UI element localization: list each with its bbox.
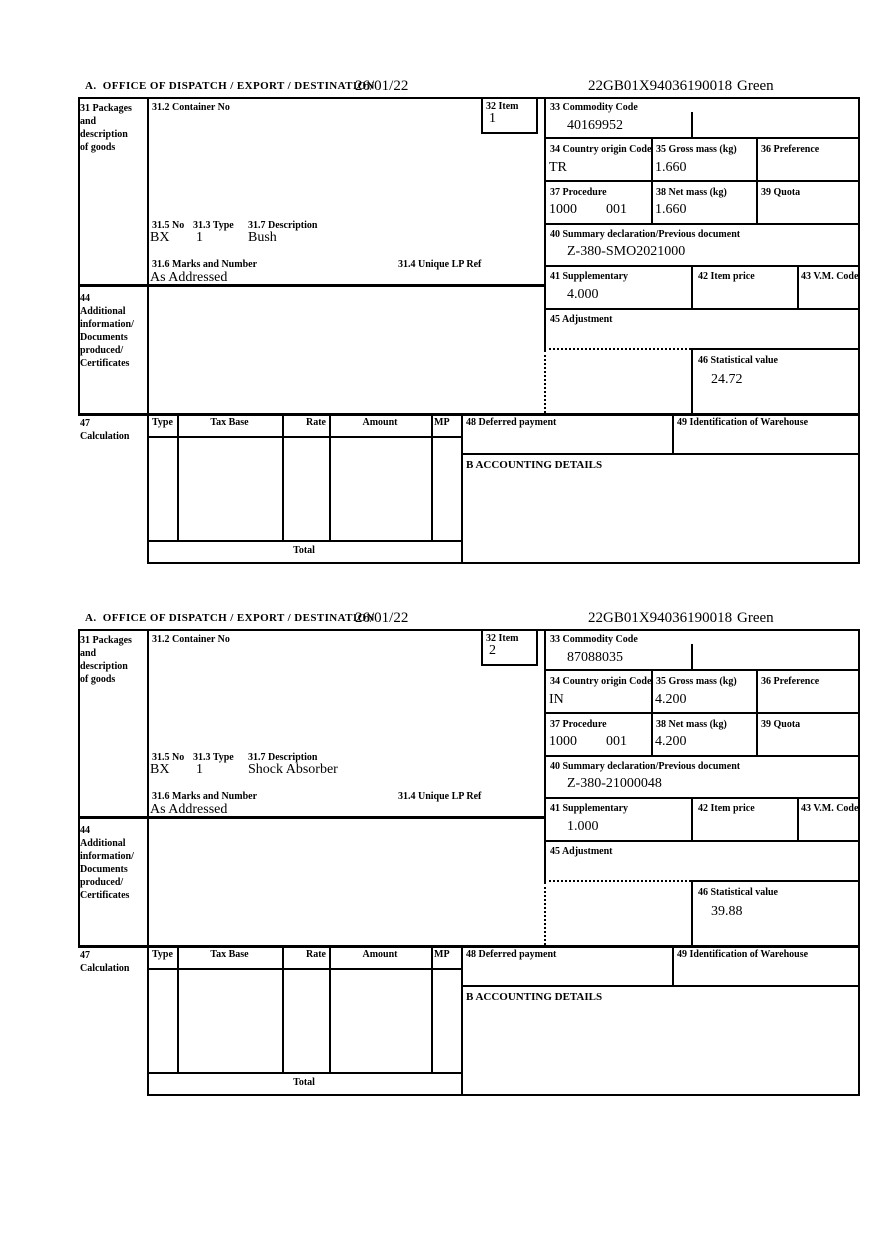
commodity-code-value: 40169952 [567,118,623,133]
box31-label [80,634,132,686]
grid-line-box32-left [481,97,483,132]
grid-line-table-header-underline [147,436,463,438]
box38-net-mass-label: 38 Net mass (kg) [656,719,727,730]
grid-line-box48-bottom [461,985,860,987]
grid-line-box37-bottom [544,223,860,225]
box34-country-label: 34 Country origin Code [550,144,652,155]
box45-adjustment-label: 45 Adjustment [550,846,613,857]
net-mass-value: 1.660 [655,202,687,217]
box31-label [80,102,132,154]
grid-line-box32-right [536,629,538,664]
grid-line-box41-bottom [544,840,860,842]
box42-item-price-label: 42 Item price [698,271,755,282]
box42-item-price-label: 42 Item price [698,803,755,814]
box34-country-label: 34 Country origin Code [550,676,652,687]
calc-header-rate: Rate [306,949,326,960]
box31-4-unique-lp-label: 31.4 Unique LP Ref [398,259,482,270]
grid-line-table-header-underline [147,968,463,970]
box31-2-container-label: 31.2 Container No [152,634,230,645]
box47-label-line: Calculation [80,431,130,442]
grid-line-dotted-left [544,350,546,413]
box46-statistical-label: 46 Statistical value [698,355,778,366]
calc-header-type: Type [152,949,173,960]
box31-label-line: 31 Packages [80,103,132,114]
grid-line-col42-43 [797,265,799,308]
supplementary-value: 4.000 [567,287,599,302]
grid-line-box34-bottom [544,712,860,714]
grid-line-bottom-border [147,1094,860,1096]
box48-deferred-label: 48 Deferred payment [466,417,557,428]
box31-7-description-label: 31.7 Description [248,752,318,763]
grid-line-box46-top [691,880,860,882]
calc-header-mp: MP [434,417,450,428]
grid-line-box46-left [691,348,693,413]
country-origin-value: IN [549,692,564,707]
box36-preference-label: 36 Preference [761,676,820,687]
box44-label [80,824,134,902]
supplementary-value: 1.000 [567,819,599,834]
declaration-reference: 22GB01X94036190018 [588,78,733,94]
grid-line-dotted-left [544,882,546,945]
grid-line-box47-top [78,945,860,948]
package-type-value: 1 [196,230,203,245]
grid-line-col35-36 [756,137,758,223]
grid-line-col-amount [431,945,433,1072]
grid-line-box37-bottom [544,755,860,757]
calc-header-amount: Amount [362,417,398,428]
package-no-value: BX [150,230,170,245]
box31-3-type-label: 31.3 Type [193,220,234,231]
box31-label-line: 31 Packages [80,635,132,646]
box35-gross-mass-label: 35 Gross mass (kg) [656,144,737,155]
box31-label-line: description [80,129,128,140]
grid-line-col-rate [329,945,331,1072]
box47-label-line: 47 [80,950,90,961]
item-number-value: 1 [489,111,496,126]
box31-5-no-label: 31.5 No [152,752,185,763]
routing-status: Green [737,610,774,626]
box31-label-line: description [80,661,128,672]
box35-gross-mass-label: 35 Gross mass (kg) [656,676,737,687]
marks-value: As Addressed [150,802,228,817]
box44-label-line: Additional [80,306,126,317]
box44-label-line: 44 [80,293,90,304]
grid-line-col-taxbase [282,945,284,1072]
box44-label-line: Additional [80,838,126,849]
box39-quota-label: 39 Quota [761,187,801,198]
calc-header-tax-base: Tax Base [210,949,249,960]
grid-line-box33-split [691,644,693,669]
grid-line-box40-bottom [544,797,860,799]
accounting-details-heading: B ACCOUNTING DETAILS [466,991,603,1003]
grid-line-box40-bottom [544,265,860,267]
commodity-code-value: 87088035 [567,650,623,665]
box45-adjustment-label: 45 Adjustment [550,314,613,325]
box33-commodity-label: 33 Commodity Code [550,634,638,645]
calc-header-type: Type [152,417,173,428]
box44-label-line: Documents [80,864,128,875]
box31-5-no-label: 31.5 No [152,220,185,231]
box37-procedure-label: 37 Procedure [550,719,607,730]
dispatch-date: 26/01/22 [355,78,409,94]
box48-deferred-label: 48 Deferred payment [466,949,557,960]
box44-label-line: Certificates [80,358,130,369]
box44-label-line: information/ [80,319,134,330]
grid-line-col-type [177,945,179,1072]
declaration-reference: 22GB01X94036190018 [588,610,733,626]
box31-label-line: of goods [80,674,116,685]
statistical-value: 39.88 [711,904,743,919]
box36-preference-label: 36 Preference [761,144,820,155]
box47-label [80,417,129,443]
grid-line-col-amount [431,413,433,540]
grid-line-bottom-border [147,562,860,564]
declaration-item-section-2 [0,607,882,1107]
box44-label-line: produced/ [80,345,124,356]
marks-value: As Addressed [150,270,228,285]
calc-total-label: Total [293,1077,315,1088]
package-type-value: 1 [196,762,203,777]
grid-line-box32-left [481,629,483,664]
box43-vm-code-label: 43 V.M. Code [801,271,859,282]
calc-header-tax-base: Tax Base [210,417,249,428]
procedure-code-2-value: 001 [606,734,627,749]
procedure-code-value: 1000 [549,202,577,217]
grid-line-box41-bottom [544,308,860,310]
calc-total-label: Total [293,545,315,556]
box31-6-marks-label: 31.6 Marks and Number [152,259,258,270]
box40-summary-label: 40 Summary declaration/Previous document [550,229,741,240]
grid-line-box48-bottom [461,453,860,455]
box47-label-line: 47 [80,418,90,429]
grid-line-box31-bottom [78,284,546,287]
statistical-value: 24.72 [711,372,743,387]
grid-line-box47-top [78,413,860,416]
grid-line-col35-36 [756,669,758,755]
box33-commodity-label: 33 Commodity Code [550,102,638,113]
box37-procedure-label: 37 Procedure [550,187,607,198]
box47-label [80,949,129,975]
procedure-code-value: 1000 [549,734,577,749]
office-of-dispatch-heading: A. OFFICE OF DISPATCH / EXPORT / DESTINATION [85,80,375,92]
grid-line-top-border [78,629,860,631]
box44-label-line: 44 [80,825,90,836]
box31-3-type-label: 31.3 Type [193,752,234,763]
grid-line-box46-left [691,880,693,945]
grid-line-col48-49 [672,945,674,985]
box40-summary-label: 40 Summary declaration/Previous document [550,761,741,772]
grid-line-box31-divider [147,629,149,947]
calc-header-amount: Amount [362,949,398,960]
grid-line-box46-top [691,348,860,350]
grid-line-box32-bottom [481,664,538,666]
box31-label-line: and [80,116,97,127]
box31-4-unique-lp-label: 31.4 Unique LP Ref [398,791,482,802]
office-of-dispatch-heading: A. OFFICE OF DISPATCH / EXPORT / DESTINATION [85,612,375,624]
box31-2-container-label: 31.2 Container No [152,102,230,113]
summary-declaration-value: Z-380-SMO2021000 [567,244,686,259]
grid-line-box31-bottom [78,816,546,819]
goods-description-value: Bush [248,230,277,245]
grid-line-total-top [147,1072,463,1074]
box31-label-line: and [80,648,97,659]
box39-quota-label: 39 Quota [761,719,801,730]
grid-line-box33-split [691,112,693,137]
grid-line-col-rate [329,413,331,540]
grid-line-col48-49 [672,413,674,453]
grid-line-right-border [858,629,860,1096]
item-number-value: 2 [489,643,496,658]
box31-label-line: of goods [80,142,116,153]
goods-description-value: Shock Absorber [248,762,338,777]
grid-line-box33-bottom [544,669,860,671]
grid-line-dotted-box45-bottom [544,348,691,350]
box31-6-marks-label: 31.6 Marks and Number [152,791,258,802]
box44-label-line: Certificates [80,890,130,901]
grid-line-box32-right [536,97,538,132]
box43-vm-code-label: 43 V.M. Code [801,803,859,814]
gross-mass-value: 4.200 [655,692,687,707]
grid-line-box34-bottom [544,180,860,182]
calc-header-mp: MP [434,949,450,960]
country-origin-value: TR [549,160,567,175]
grid-line-col41-42 [691,265,693,308]
box38-net-mass-label: 38 Net mass (kg) [656,187,727,198]
box44-label-line: produced/ [80,877,124,888]
box41-supplementary-label: 41 Supplementary [550,803,629,814]
calc-header-rate: Rate [306,417,326,428]
box31-7-description-label: 31.7 Description [248,220,318,231]
box32-item-label: 32 Item [486,633,519,644]
grid-line-total-top [147,540,463,542]
grid-line-top-border [78,97,860,99]
box41-supplementary-label: 41 Supplementary [550,271,629,282]
grid-line-box31-divider [147,97,149,415]
box49-warehouse-label: 49 Identification of Warehouse [677,417,809,428]
grid-line-box33-bottom [544,137,860,139]
grid-line-dotted-box45-bottom [544,880,691,882]
box32-item-label: 32 Item [486,101,519,112]
dispatch-date: 26/01/22 [355,610,409,626]
box44-label-line: Documents [80,332,128,343]
summary-declaration-value: Z-380-21000048 [567,776,662,791]
grid-line-right-border [858,97,860,564]
box44-label-line: information/ [80,851,134,862]
box47-label-line: Calculation [80,963,130,974]
box46-statistical-label: 46 Statistical value [698,887,778,898]
grid-line-col42-43 [797,797,799,840]
grid-line-col-type [177,413,179,540]
routing-status: Green [737,78,774,94]
procedure-code-2-value: 001 [606,202,627,217]
accounting-details-heading: B ACCOUNTING DETAILS [466,459,603,471]
grid-line-col-taxbase [282,413,284,540]
box44-label [80,292,134,370]
box49-warehouse-label: 49 Identification of Warehouse [677,949,809,960]
grid-line-col41-42 [691,797,693,840]
package-no-value: BX [150,762,170,777]
declaration-item-section-1 [0,75,882,575]
gross-mass-value: 1.660 [655,160,687,175]
net-mass-value: 4.200 [655,734,687,749]
grid-line-box32-bottom [481,132,538,134]
